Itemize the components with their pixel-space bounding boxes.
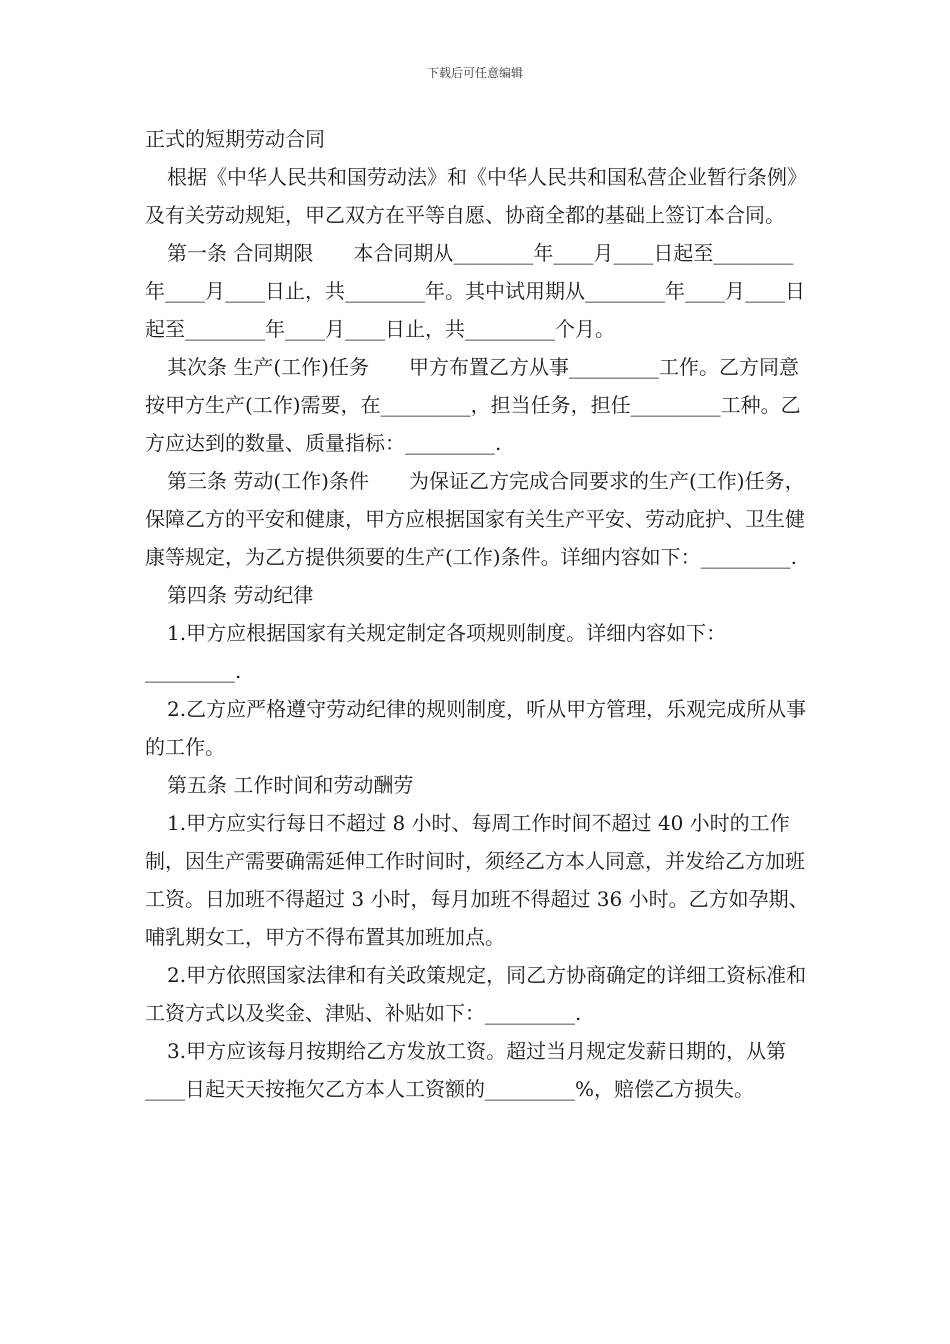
paragraph-article-4-item-1: 1.甲方应根据国家有关规定制定各项规则制度。详细内容如下：_________. <box>145 621 727 683</box>
paragraph-article-5-item-1: 1.甲方应实行每日不超过 8 小时、每周工作时间不超过 40 小时的工作制，因生产需要确需延伸工作时间时，须经乙方本人同意，并发给乙方加班工资。日加班不得超过 3 小时，每月加班不得超过 36 小时。乙方如孕期、哺乳期女工，甲方不得布置其加班加点。 <box>145 811 809 949</box>
header-note: 下载后可任意编辑 <box>426 66 523 80</box>
paragraph-article-5-item-2: 2.甲方依照国家法律和有关政策规定，同乙方协商确定的详细工资标准和工资方式以及奖金、津贴、补贴如下：_________. <box>145 963 807 1025</box>
paragraph-article-5-item-3: 3.甲方应该每月按期给乙方发放工资。超过当月规定发薪日期的，从第____日起天天按拖欠乙方本人工资额的_________%，赔偿乙方损失。 <box>145 1039 787 1101</box>
paragraph-article-1: 第一条 合同期限 本合同期从________年____月____日起至________年____月____日止，共________年。其中试用期从________年____月____日起至________年____月____日止，共_________个月。 <box>145 241 805 341</box>
paragraph-preamble: 根据《中华人民共和国劳动法》和《中华人民共和国私营企业暂行条例》及有关劳动规矩，甲乙双方在平等自愿、协商全都的基础上签订本合同。 <box>145 165 807 227</box>
paragraph-article-5-heading: 第五条 工作时间和劳动酬劳 <box>167 773 414 797</box>
document-body <box>145 120 810 1108</box>
document-title: 正式的短期劳动合同 <box>145 127 325 151</box>
paragraph-article-4-item-2: 2.乙方应严格遵守劳动纪律的规则制度，听从甲方管理，乐观完成所从事的工作。 <box>145 697 807 759</box>
paragraph-article-3: 第三条 劳动(工作)条件 为保证乙方完成合同要求的生产(工作)任务，保障乙方的平安和健康，甲方应根据国家有关生产平安、劳动庇护、卫生健康等规定，为乙方提供须要的生产(工作)条件。详细内容如下：_________. <box>145 469 805 569</box>
paragraph-article-4-heading: 第四条 劳动纪律 <box>167 583 314 607</box>
paragraph-article-2: 其次条 生产(工作)任务 甲方布置乙方从事_________工作。乙方同意按甲方生产(工作)需要，在_________，担当任务，担任_________工种。乙方应达到的数量、质量指标：_________. <box>145 355 801 455</box>
